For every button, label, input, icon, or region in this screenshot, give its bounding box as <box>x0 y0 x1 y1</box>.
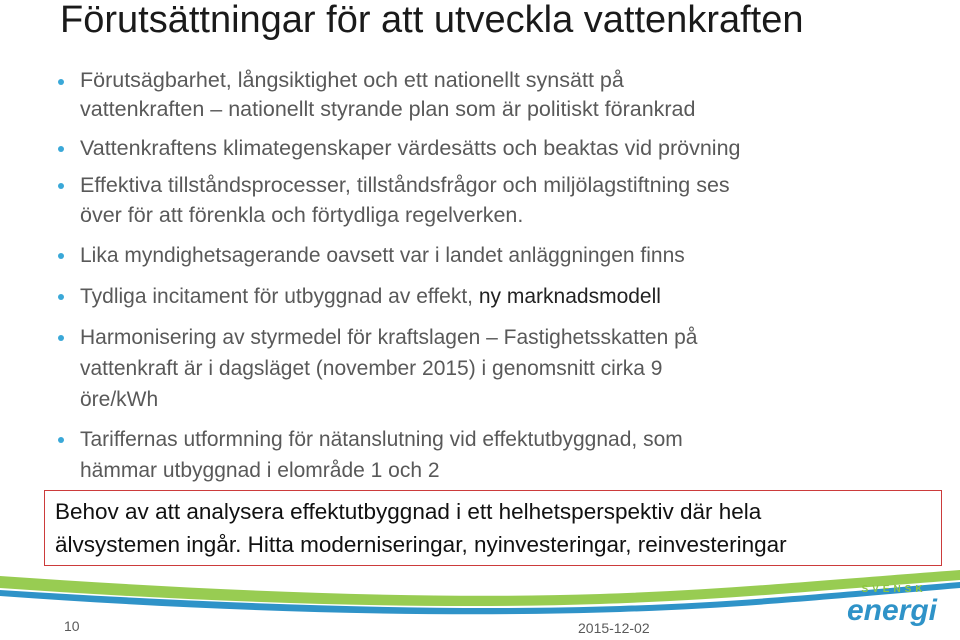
bullet-item <box>58 281 908 312</box>
bullet-item <box>58 66 908 124</box>
bullet-dot-icon <box>58 335 64 341</box>
bullet-text: vattenkraften – nationellt styrande plan som är politiskt förankrad <box>80 97 696 121</box>
logo-top-text: SVENSK <box>861 584 927 595</box>
bullet-text: Förutsägbarhet, långsiktighet och ett nationellt synsätt på <box>80 68 624 92</box>
bullet-item <box>58 322 908 415</box>
bullet-item <box>58 424 908 486</box>
bullet-dot-icon <box>58 253 64 259</box>
footer-wave-decoration <box>0 556 960 640</box>
bullet-dot-icon <box>58 146 64 152</box>
bullet-item <box>58 133 908 163</box>
bullet-dot-icon <box>58 183 64 189</box>
bullet-text: öre/kWh <box>80 388 159 411</box>
slide-date: 2015-12-02 <box>578 620 650 636</box>
page-number: 10 <box>64 618 80 634</box>
bullet-emphasis: ny marknadsmodell <box>478 285 661 308</box>
bullet-text: hämmar utbyggnad i elområde 1 och 2 <box>80 459 440 482</box>
svensk-energi-logo <box>832 582 956 626</box>
bullet-text: vattenkraft är i dagsläget (november 2015) i genomsnitt cirka 9 <box>80 357 663 380</box>
bullet-item <box>58 170 908 230</box>
bullet-text: Vattenkraftens klimategenskaper värdesätts och beaktas vid prövning <box>80 136 741 160</box>
logo-main-text: energi <box>846 594 938 626</box>
bullet-text: Lika myndighetsagerande oavsett var i landet anläggningen finns <box>80 244 685 267</box>
bullet-text: Effektiva tillståndsprocesser, tillståndsfrågor och miljölagstiftning ses <box>80 173 730 197</box>
callout-text: älvsystemen ingår. Hitta moderniseringar, nyinvesteringar, reinvesteringar <box>55 532 787 557</box>
bullet-text: Tariffernas utformning för nätanslutning vid effektutbyggnad, som <box>80 428 683 451</box>
bullet-item <box>58 240 908 271</box>
bullet-text: över för att förenkla och förtydliga regelverken. <box>80 203 524 227</box>
bullet-text: Tydliga incitament för utbyggnad av effekt, <box>80 285 479 308</box>
bullet-dot-icon <box>58 294 64 300</box>
callout-box <box>44 490 942 566</box>
bullet-dot-icon <box>58 79 64 85</box>
callout-text: Behov av att analysera effektutbyggnad i ett helhetsperspektiv där hela <box>55 499 762 524</box>
bullet-dot-icon <box>58 437 64 443</box>
bullet-list <box>58 66 908 486</box>
slide-title: Förutsättningar för att utveckla vattenkraften <box>60 0 804 41</box>
bullet-text: Harmonisering av styrmedel för kraftslagen – Fastighetsskatten på <box>80 326 698 349</box>
